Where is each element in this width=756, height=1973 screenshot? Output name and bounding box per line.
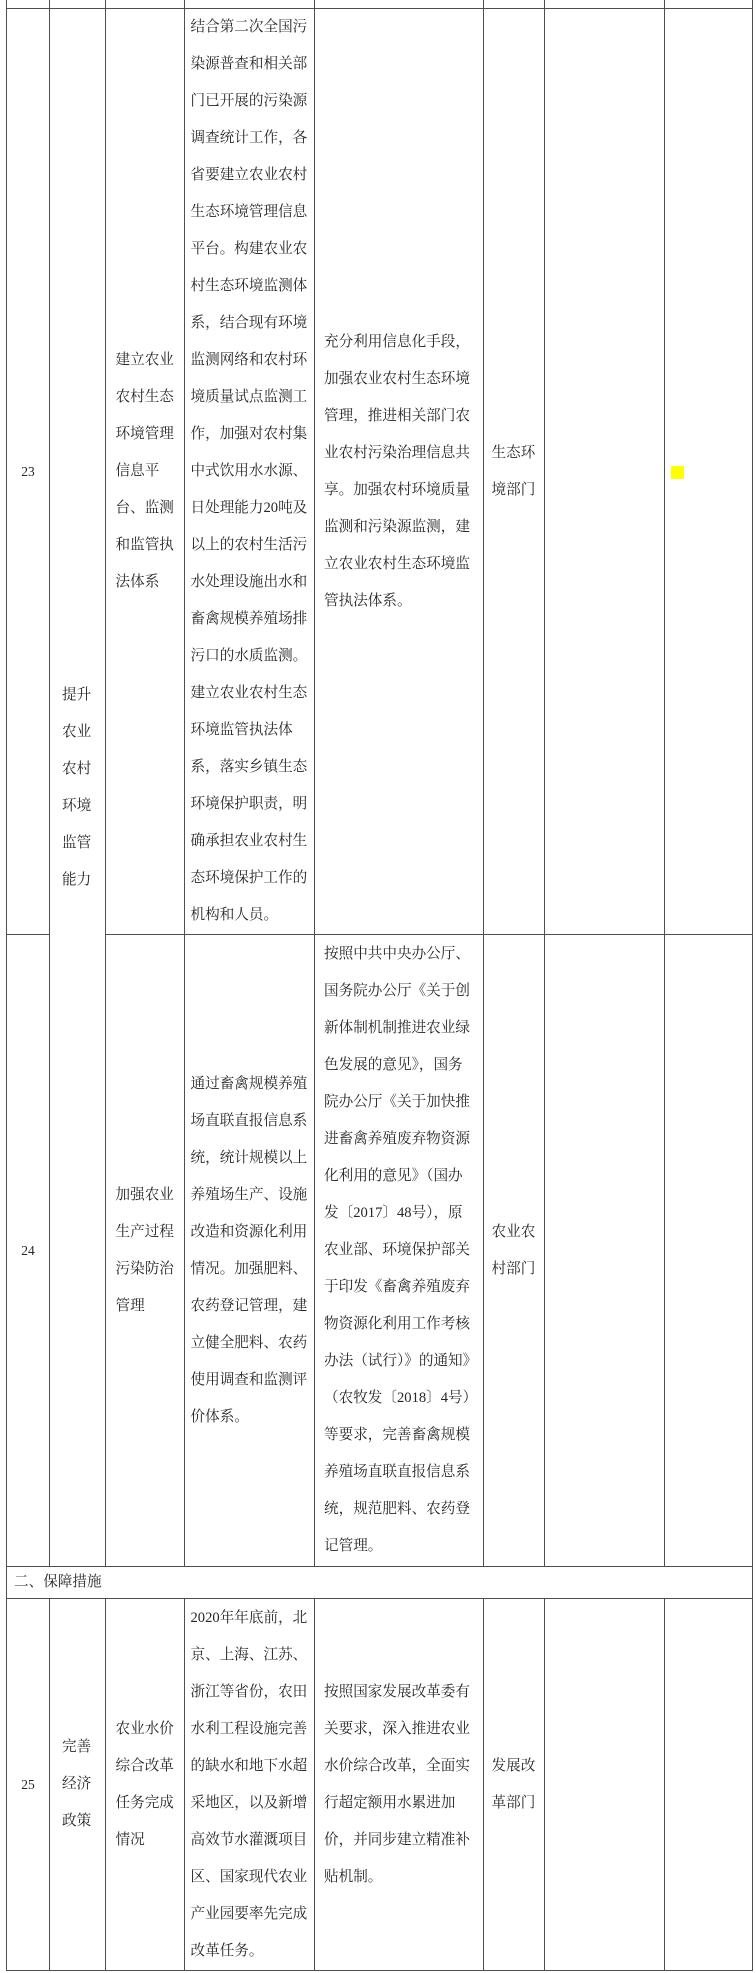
partial-cell [185, 0, 315, 9]
requirement-cell [315, 9, 484, 935]
highlight-marker [671, 466, 684, 479]
task-label: 农业水价综合改革任务完成情况 [115, 1720, 174, 1848]
task-cell [106, 1599, 185, 1971]
category-cell [50, 9, 106, 1567]
row-number-cell [7, 9, 50, 935]
table-row-25 [7, 1599, 753, 1971]
work-content-cell [185, 9, 315, 935]
category-label: 提升农业农村环境监管能力 [62, 686, 92, 888]
row-number: 23 [21, 464, 35, 479]
partial-cell [545, 0, 665, 9]
task-label: 建立农业农村生态环境管理信息平台、监测和监管执法体系 [115, 352, 174, 590]
department-label: 生态环境部门 [491, 444, 536, 498]
category-label: 完善经济政策 [62, 1739, 92, 1829]
work-content-text: 通过畜禽规模养殖场直联直报信息系统，统计规模以上养殖场生产、设施改造和资源化利用情况。加强肥料、农药登记管理，建立健全肥料、农药使用调查和监测评价体系。 [190, 1075, 308, 1425]
task-label: 加强农业生产过程污染防治管理 [115, 1186, 174, 1314]
partial-cell [484, 0, 545, 9]
department-label: 农业农村部门 [491, 1223, 536, 1277]
department-cell [484, 935, 545, 1567]
row-number-cell [7, 1599, 50, 1971]
department-cell [484, 1599, 545, 1971]
requirement-text: 按照国家发展改革委有关要求，深入推进农业水价综合改革，全面实行超定额用水累进加价，并同步建立精准补贴机制。 [324, 1683, 470, 1885]
partial-cell [50, 0, 106, 9]
requirement-text: 按照中共中央办公厅、国务院办公厅《关于创新体制机制推进农业绿色发展的意见》，国务院办公厅《关于加快推进畜禽养殖废弃物资源化利用的意见》（国办发〔2017〕48号），原农业部、环境保护部关于印发《畜禽养殖废弃物资源化利用工作考核办法（试行）》的通知》（农牧发〔2018〕4号）等要求，完善畜禽规模养殖场直联直报信息系统，规范肥料、农药登记管理。 [324, 946, 470, 1554]
work-content-cell [185, 1599, 315, 1971]
department-label: 发展改革部门 [491, 1757, 536, 1811]
row-number: 24 [21, 1243, 35, 1258]
category-cell [50, 1599, 106, 1971]
marker-cell [665, 9, 753, 935]
task-cell [106, 9, 185, 935]
partial-cell [7, 0, 50, 9]
table-row-partial-top [7, 0, 753, 9]
empty-cell [545, 1599, 665, 1971]
assessment-table [6, 0, 753, 1971]
empty-cell [665, 1599, 753, 1971]
partial-cell [665, 0, 753, 9]
section-header-cell [7, 1567, 753, 1599]
department-cell [484, 9, 545, 935]
requirement-cell [315, 935, 484, 1567]
row-number: 25 [21, 1777, 35, 1792]
row-number-cell [7, 935, 50, 1567]
work-content-cell [185, 935, 315, 1567]
empty-cell [665, 935, 753, 1567]
section-header-row [7, 1567, 753, 1599]
work-content-text: 2020年年底前，北京、上海、江苏、浙江等省份，农田水利工程设施完善的缺水和地下水超采地区，以及新增高效节水灌溉项目区、国家现代农业产业园要率先完成改革任务。 [190, 1609, 308, 1959]
empty-cell [545, 9, 665, 935]
task-cell [106, 935, 185, 1567]
table-row-24 [7, 935, 753, 1567]
empty-cell [545, 935, 665, 1567]
work-content-text: 结合第二次全国污染源普查和相关部门已开展的污染源调查统计工作，各省要建立农业农村生态环境管理信息平台。构建农业农村生态环境监测体系，结合现有环境监测网络和农村环境质量试点监测工作，加强对农村集中式饮用水水源、日处理能力20吨及以上的农村生活污水处理设施出水和畜禽规模养殖场排污口的水质监测。建立农业农村生态环境监管执法体系，落实乡镇生态环境保护职责，明确承担农业农村生态环境保护工作的机构和人员。 [190, 19, 308, 923]
table-row-23 [7, 9, 753, 935]
requirement-text: 充分利用信息化手段，加强农业农村生态环境管理，推进相关部门农业农村污染治理信息共享。加强农村环境质量监测和污染源监测，建立农业农村生态环境监管执法体系。 [324, 333, 470, 609]
partial-cell [106, 0, 185, 9]
partial-cell [315, 0, 484, 9]
requirement-cell [315, 1599, 484, 1971]
section-header-label: 二、保障措施 [14, 1574, 102, 1590]
